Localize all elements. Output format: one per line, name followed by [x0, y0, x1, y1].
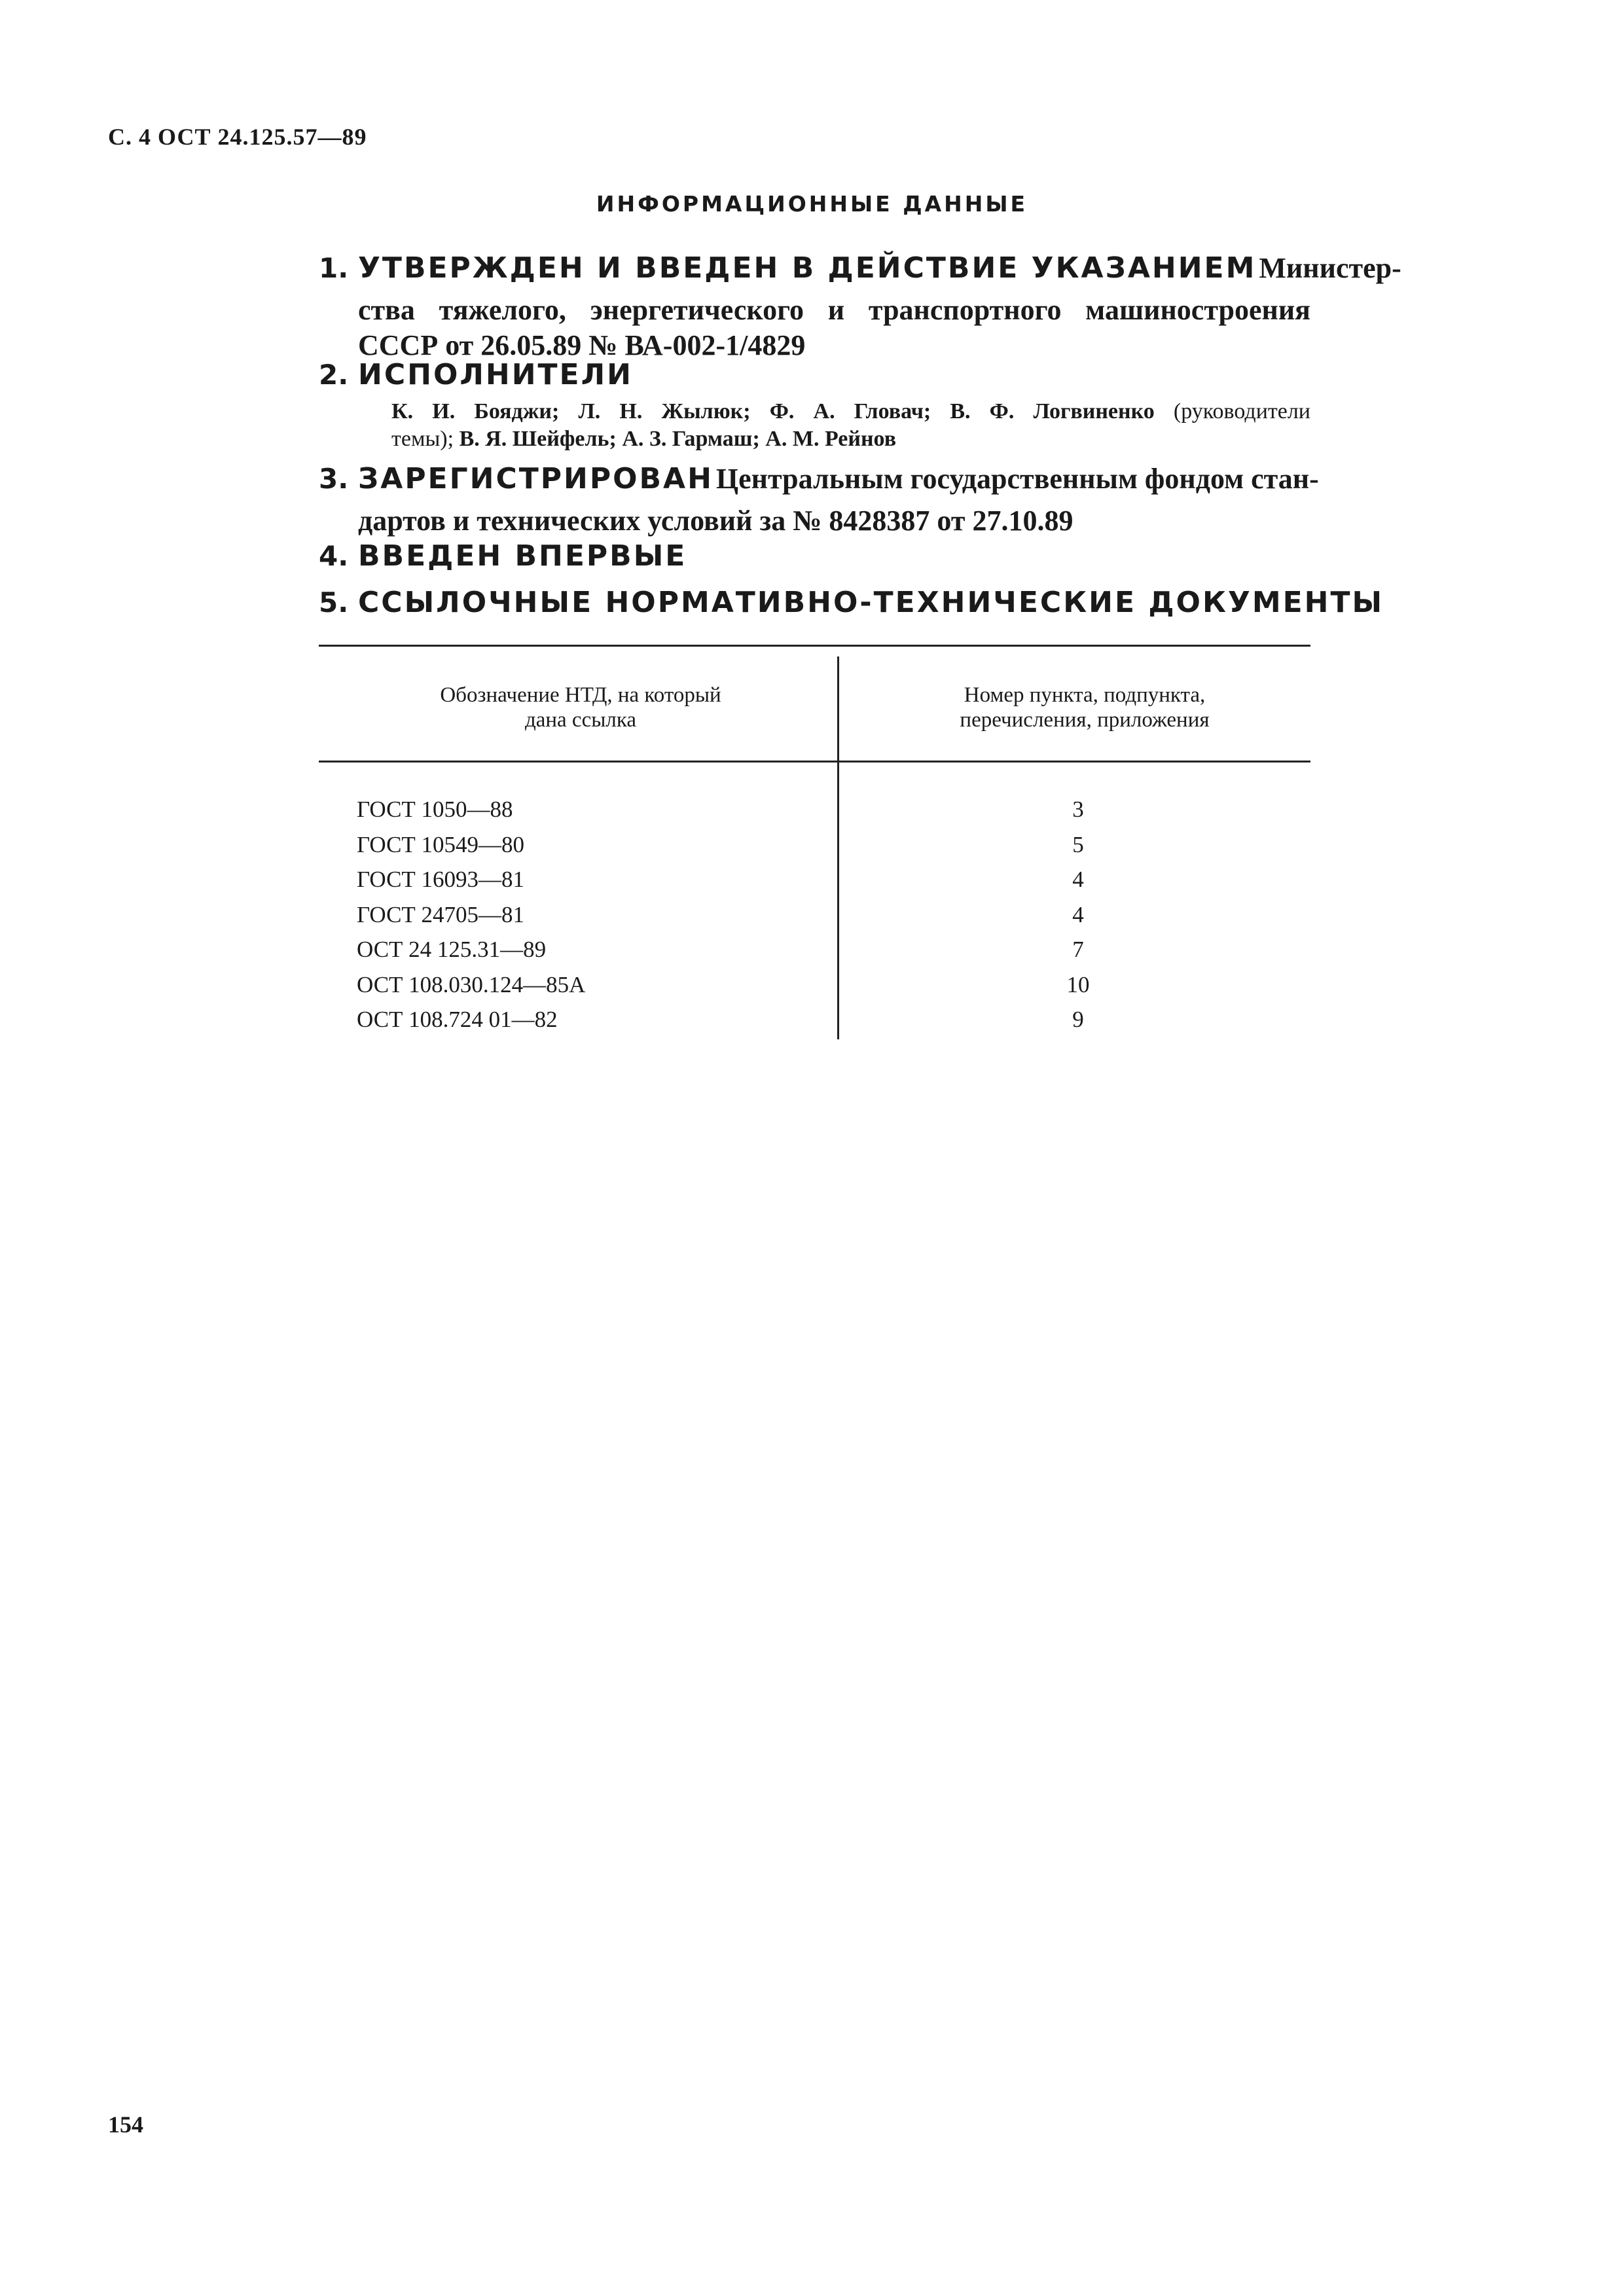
section-heading: ССЫЛОЧНЫЕ НОРМАТИВНО-ТЕХНИЧЕСКИЕ ДОКУМЕНТЫ	[358, 586, 1384, 619]
section-approved-line-1	[319, 251, 1401, 293]
table-header-rule	[319, 761, 1310, 762]
document-ref: ОСТ 108.724 01—82	[357, 1007, 558, 1032]
section-heading: УТВЕРЖДЕН И ВВЕДЕН В ДЕЙСТВИЕ УКАЗАНИЕМ	[358, 251, 1257, 285]
table-row	[319, 897, 1310, 933]
table-row	[319, 862, 1310, 897]
section-approved-line-2: ства тяжелого, энергетического и транспортного машиностроения	[358, 294, 1310, 326]
section-text: Министер-	[1259, 252, 1401, 284]
executors-names: К. И. Бояджи; Л. Н. Жылюк; Ф. А. Гловач; В. Ф. Логвиненко	[391, 399, 1155, 423]
executors-list	[391, 398, 1310, 453]
section-text: Центральным государственным фондом стан-	[715, 463, 1319, 495]
section-first-introduced	[319, 538, 1310, 581]
executors-role: (руководители	[1173, 399, 1311, 423]
clause-number: 7	[1072, 937, 1084, 962]
table-body	[319, 792, 1310, 1037]
clause-number: 9	[1072, 1007, 1084, 1032]
section-registered-line-2: дартов и технических условий за № 8428387 от 27.10.89	[358, 505, 1074, 537]
clause-number: 4	[1072, 901, 1084, 927]
page-number: 154	[108, 2111, 143, 2138]
section-number: 5.	[319, 586, 349, 619]
document-ref: ГОСТ 10549—80	[357, 831, 525, 857]
section-heading: ЗАРЕГИСТРИРОВАН	[358, 462, 713, 495]
section-reference-documents	[319, 584, 1384, 628]
section-executors	[319, 357, 1310, 400]
table-row	[319, 792, 1310, 827]
table-row	[319, 1002, 1310, 1037]
table-top-rule	[319, 645, 1310, 647]
section-registered-line-1	[319, 461, 1319, 503]
document-ref: ГОСТ 24705—81	[357, 901, 525, 927]
executors-line-1	[391, 398, 1310, 425]
document-ref: ГОСТ 16093—81	[357, 867, 525, 892]
section-heading: ИСПОЛНИТЕЛИ	[358, 358, 633, 391]
section-registered	[319, 461, 1319, 539]
table-header-document	[358, 683, 803, 732]
document-title: ИНФОРМАЦИОННЫЕ ДАННЫЕ	[596, 191, 1028, 217]
clause-number: 10	[1066, 971, 1090, 997]
reference-table	[319, 645, 1310, 1050]
table-row	[319, 932, 1310, 967]
section-heading: ВВЕДЕН ВПЕРВЫЕ	[358, 539, 687, 573]
section-number: 4.	[319, 540, 349, 572]
section-approved-line-3: СССР от 26.05.89 № ВА-002-1/4829	[358, 329, 806, 361]
page-header: С. 4 ОСТ 24.125.57—89	[108, 124, 367, 150]
table-header-clause	[862, 683, 1307, 732]
header-line: дана ссылка	[524, 708, 637, 732]
executors-line-2	[391, 425, 1310, 453]
section-number: 3.	[319, 463, 349, 495]
section-number: 1.	[319, 252, 349, 284]
header-line: Обозначение НТД, на который	[440, 683, 721, 707]
document-ref: ОСТ 24 125.31—89	[357, 937, 547, 962]
section-approved	[319, 251, 1401, 363]
clause-number: 4	[1072, 867, 1084, 892]
document-ref: ОСТ 108.030.124—85А	[357, 971, 586, 997]
header-line: перечисления, приложения	[960, 708, 1210, 732]
document-ref: ГОСТ 1050—88	[357, 797, 513, 822]
section-number: 2.	[319, 359, 349, 391]
executors-names-cont: В. Я. Шейфель; А. З. Гармаш; А. М. Рейнов	[459, 427, 897, 451]
executors-role-cont: темы);	[391, 427, 454, 451]
clause-number: 5	[1072, 831, 1084, 857]
table-row	[319, 967, 1310, 1003]
clause-number: 3	[1072, 797, 1084, 822]
header-line: Номер пункта, подпункта,	[964, 683, 1206, 707]
table-row	[319, 827, 1310, 863]
